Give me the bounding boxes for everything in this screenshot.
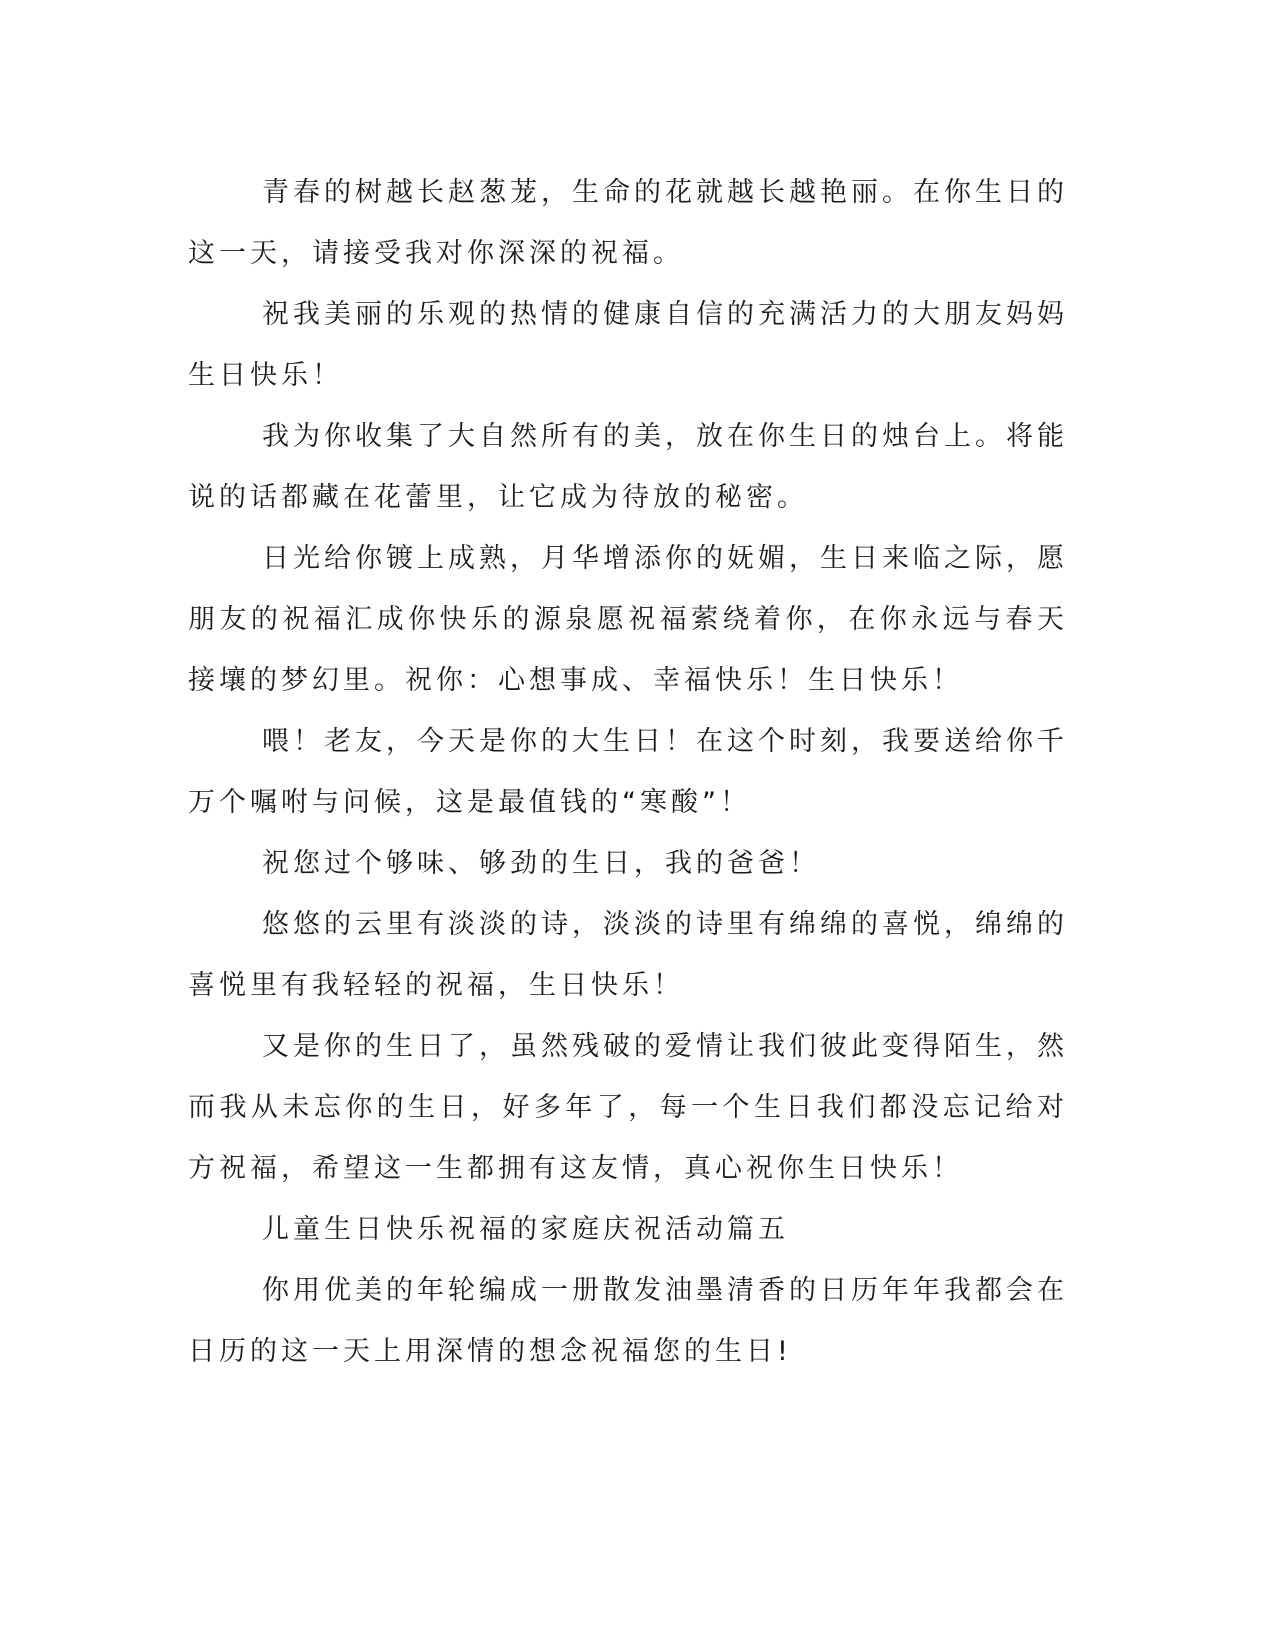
paragraph: 祝我美丽的乐观的热情的健康自信的充满活力的大朋友妈妈生日快乐！ [188, 299, 1068, 391]
paragraph: 祝您过个够味、够劲的生日，我的爸爸！ [262, 848, 820, 879]
paragraph: 你用优美的年轮编成一册散发油墨清香的日历年年我都会在日历的这一天上用深情的想念祝福您的生日! [188, 1275, 1068, 1367]
paragraph: 青春的树越长赵葱茏，生命的花就越长越艳丽。在你生日的这一天，请接受我对你深深的祝福。 [188, 177, 1068, 269]
paragraph: 悠悠的云里有淡淡的诗，淡淡的诗里有绵绵的喜悦，绵绵的喜悦里有我轻轻的祝福，生日快乐！ [188, 909, 1068, 1001]
paragraph: 日光给你镀上成熟，月华增添你的妩媚，生日来临之际，愿朋友的祝福汇成你快乐的源泉愿祝福萦绕着你，在你永远与春天接壤的梦幻里。祝你：心想事成、幸福快乐！生日快乐！ [188, 543, 1068, 696]
document-body [188, 162, 1068, 1382]
paragraph: 又是你的生日了，虽然残破的爱情让我们彼此变得陌生，然而我从未忘你的生日，好多年了，每一个生日我们都没忘记给对方祝福，希望这一生都拥有这友情，真心祝你生日快乐！ [188, 1031, 1068, 1184]
paragraph: 喂！老友，今天是你的大生日！在这个时刻，我要送给你千万个嘱咐与问候，这是最值钱的“寒酸”！ [188, 726, 1068, 818]
paragraph: 我为你收集了大自然所有的美，放在你生日的烛台上。将能说的话都藏在花蕾里，让它成为待放的秘密。 [188, 421, 1068, 513]
section-heading: 儿童生日快乐祝福的家庭庆祝活动篇五 [262, 1214, 789, 1245]
